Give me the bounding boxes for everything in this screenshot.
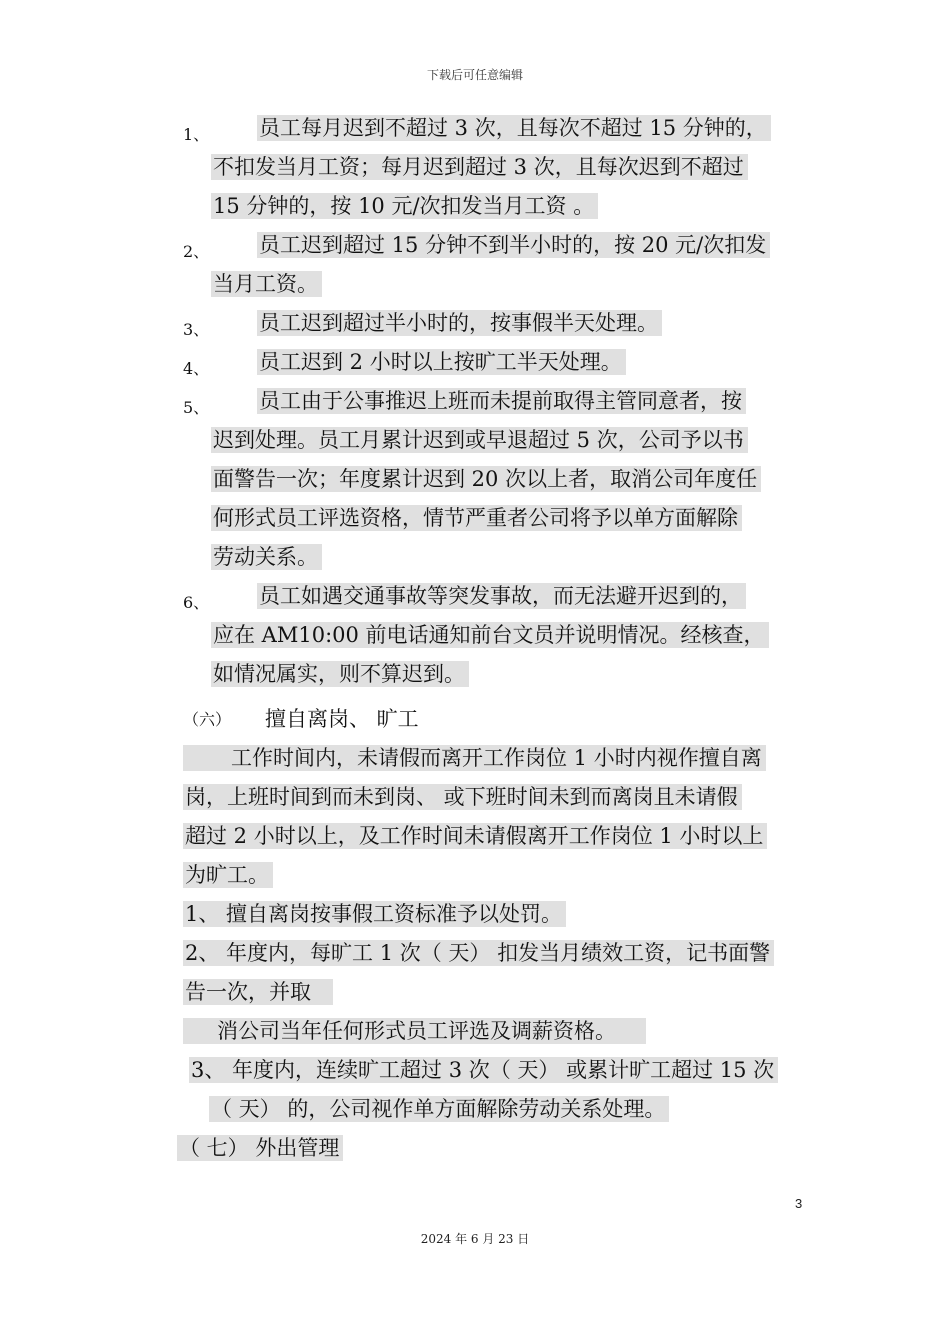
list-item xyxy=(183,388,808,427)
item-text: 员工如遇交通事故等突发事故，而无法避开迟到的， xyxy=(257,583,746,609)
item-number: 2、 xyxy=(183,242,210,261)
list-item xyxy=(183,349,808,388)
document-body xyxy=(179,115,808,1168)
rule-text: 1、 擅自离岗按事假工资标准予以处罚。 xyxy=(183,901,566,927)
item-text: 不扣发当月工资；每月迟到超过 3 次，且每次迟到不超过 xyxy=(211,154,748,180)
item-number: 3、 xyxy=(183,320,210,339)
item-text: 15 分钟的，按 10 元/次扣发当月工资 。 xyxy=(211,193,598,219)
item-number: 4、 xyxy=(183,359,210,378)
section-heading xyxy=(183,700,808,739)
list-item xyxy=(183,232,808,271)
section-number: （六） xyxy=(183,710,232,729)
paragraph-text: 为旷工。 xyxy=(183,862,273,888)
page-header: 下载后可任意编辑 xyxy=(426,68,523,82)
list-item xyxy=(183,583,808,622)
item-text: 面警告一次；年度累计迟到 20 次以上者，取消公司年度任 xyxy=(211,466,761,492)
section-heading: （ 七） 外出管理 xyxy=(177,1135,343,1161)
rule-text: 3、 年度内，连续旷工超过 3 次（ 天） 或累计旷工超过 15 次 xyxy=(189,1057,778,1083)
item-text: 如情况属实，则不算迟到。 xyxy=(211,661,469,687)
item-number: 5、 xyxy=(183,398,210,417)
paragraph-text: 岗，上班时间到而未到岗、 或下班时间未到而离岗且未请假 xyxy=(183,784,742,810)
section-title: 擅自离岗、 旷工 xyxy=(265,707,419,731)
item-text: 员工由于公事推迟上班而未提前取得主管同意者，按 xyxy=(257,388,746,414)
list-item xyxy=(183,310,808,349)
item-text: 员工迟到 2 小时以上按旷工半天处理。 xyxy=(257,349,626,375)
paragraph-text: 工作时间内，未请假而离开工作岗位 1 小时内视作擅自离 xyxy=(183,745,766,771)
item-text: 员工每月迟到不超过 3 次，且每次不超过 15 分钟的， xyxy=(257,115,771,141)
item-text: 员工迟到超过半小时的，按事假半天处理。 xyxy=(257,310,662,336)
item-text: 应在 AM10:00 前电话通知前台文员并说明情况。经核查， xyxy=(211,622,769,648)
item-text: 劳动关系。 xyxy=(211,544,322,570)
rule-text: 2、 年度内，每旷工 1 次（ 天） 扣发当月绩效工资，记书面警 xyxy=(183,940,774,966)
rule-text: 消公司当年任何形式员工评选及调薪资格。 xyxy=(183,1018,646,1044)
item-number: 1、 xyxy=(183,125,210,144)
rule-text: 告一次，并取 xyxy=(183,979,333,1005)
item-text: 员工迟到超过 15 分钟不到半小时的，按 20 元/次扣发 xyxy=(257,232,770,258)
list-item xyxy=(183,115,808,154)
item-text: 迟到处理。员工月累计迟到或早退超过 5 次，公司予以书 xyxy=(211,427,748,453)
rule-text: （ 天） 的，公司视作单方面解除劳动关系处理。 xyxy=(209,1096,669,1122)
item-number: 6、 xyxy=(183,593,210,612)
paragraph-text: 超过 2 小时以上，及工作时间未请假离开工作岗位 1 小时以上 xyxy=(183,823,767,849)
page-footer: 2024 年 6 月 23 日 xyxy=(420,1232,530,1246)
item-text: 当月工资。 xyxy=(211,271,322,297)
item-text: 何形式员工评选资格，情节严重者公司将予以单方面解除 xyxy=(211,505,742,531)
page-number: 3 xyxy=(795,1196,803,1211)
